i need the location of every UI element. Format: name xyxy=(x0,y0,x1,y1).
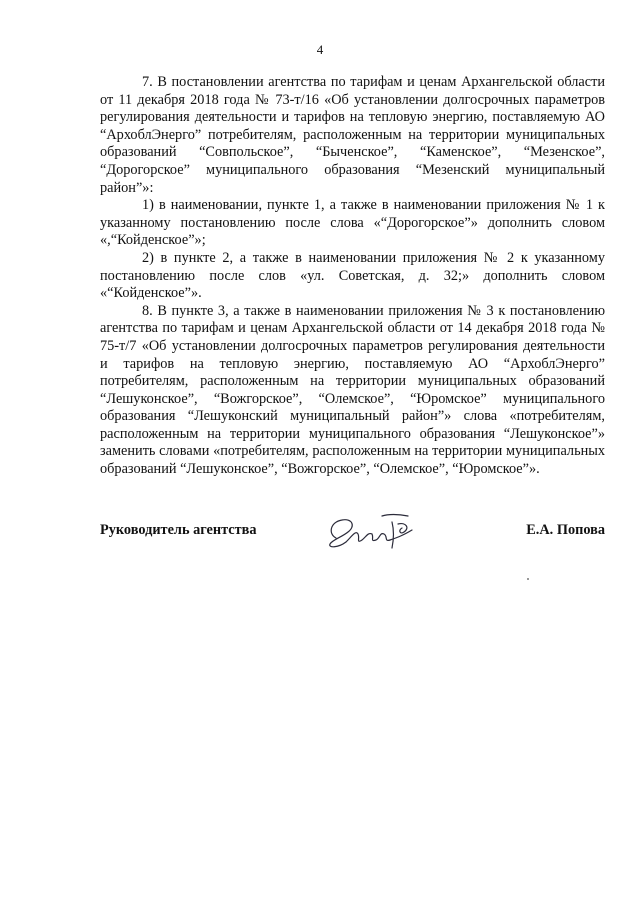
paragraph-item-8: 8. В пункте 3, а также в наименовании приложения № 3 к постановлению агентства по тарифам и ценам Архангельской области от 14 декабря 2018 года № 75-т/7 «Об установлении долгосрочных параметров регулирования деятельности и тарифов на тепловую энергию, поставляемую АО “АрхоблЭнерго” потребителям, расположенным на территории муниципальных образований “Лешуконское”, “Вожгорское”, “Олемское”, “Юромское” муниципального образования “Лешуконский муниципальный район”» слова «потребителям, расположенным на территории муниципального образования “Лешуконское”» заменить словами «потребителям, расположенным на территории муниципальных образований “Лешуконское”, “Вожгорское”, “Олемское”, “Юромское”». xyxy=(100,302,605,478)
paragraph-subitem-1: 1) в наименовании, пункте 1, а также в наименовании приложения № 1 к указанному постановлению после слова «“Дорогорское”» дополнить словом «,“Койденское”»; xyxy=(100,197,605,249)
signature-block xyxy=(100,508,605,558)
signer-title: Руководитель агентства xyxy=(100,522,257,538)
paragraph-item-7: 7. В постановлении агентства по тарифам и ценам Архангельской области от 11 декабря 2018 года № 73-т/16 «Об установлении долгосрочных параметров регулирования деятельности и тарифов на тепловую энергию, поставляемую АО “АрхоблЭнерго” потребителям, расположенным на территории муниципальных образований “Совпольское”, “Быченское”, “Каменское”, “Мезенское”, “Дорогорское” муниципального образования “Мезенский муниципальный район”»: xyxy=(100,74,605,196)
scan-speck xyxy=(527,578,529,580)
signer-name: Е.А. Попова xyxy=(526,522,605,538)
page-number: 4 xyxy=(316,42,324,57)
document-body xyxy=(100,74,605,479)
handwritten-signature xyxy=(322,508,422,556)
paragraph-subitem-2: 2) в пункте 2, а также в наименовании приложения № 2 к указанному постановлению после слов «ул. Советская, д. 32;» дополнить словом «“Койденское”». xyxy=(100,249,605,302)
